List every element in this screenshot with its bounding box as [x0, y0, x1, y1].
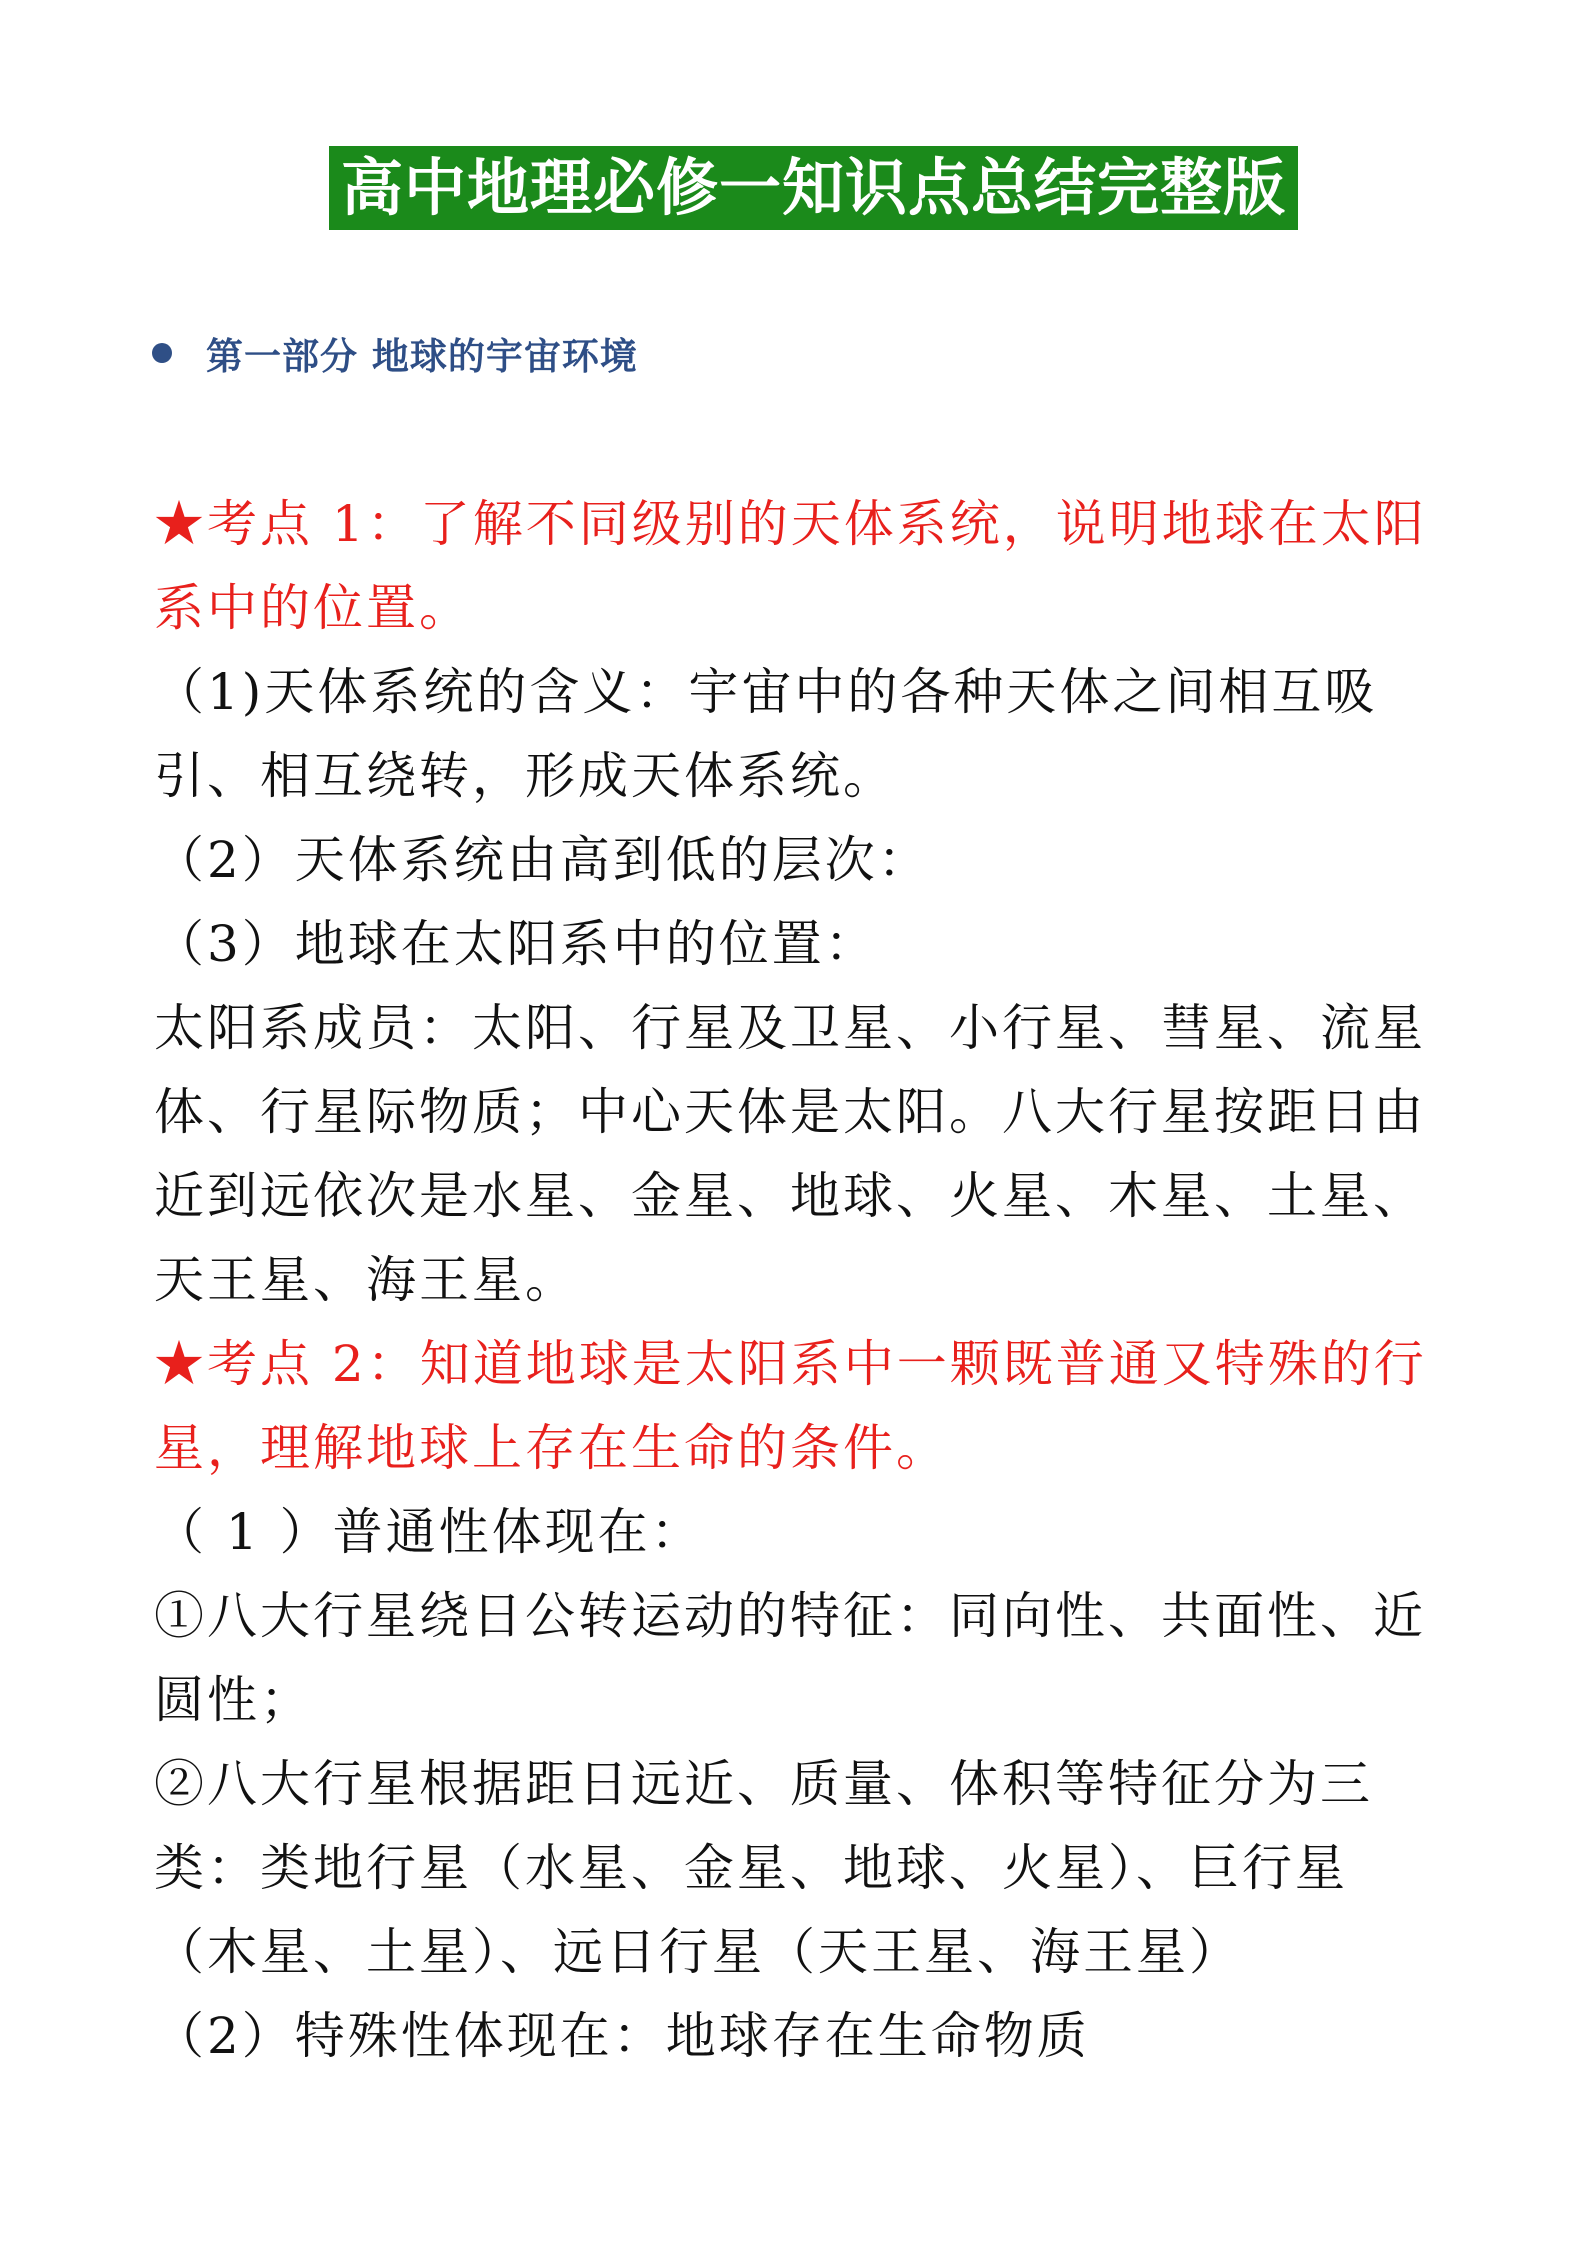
paragraph-exam-point-2: ★考点 2：知道地球是太阳系中一颗既普通又特殊的行星，理解地球上存在生命的条件。	[154, 1335, 1427, 1477]
paragraph: （1)天体系统的含义：宇宙中的各种天体之间相互吸引、相互绕转，形成天体系统。	[154, 663, 1378, 805]
title-container	[0, 146, 1587, 230]
paragraph: 太阳系成员：太阳、行星及卫星、小行星、彗星、流星体、行星际物质；中心天体是太阳。八大行星按距日由近到远依次是水星、金星、地球、火星、木星、土星、天王星、海王星。	[154, 999, 1426, 1309]
paragraph: （2）特殊性体现在：地球存在生命物质	[154, 2007, 1090, 2065]
paragraph: ②八大行星根据距日远近、质量、体积等特征分为三类：类地行星（水星、金星、地球、火星）、巨行星（木星、土星）、远日行星（天王星、海王星）	[154, 1755, 1373, 1981]
paragraph: ①八大行星绕日公转运动的特征：同向性、共面性、近圆性；	[154, 1587, 1426, 1729]
paragraph: （3）地球在太阳系中的位置：	[154, 915, 878, 973]
paragraph-exam-point-1: ★考点 1：了解不同级别的天体系统，说明地球在太阳系中的位置。	[154, 495, 1427, 637]
paragraph: （ 1 ）普通性体现在：	[154, 1503, 704, 1561]
section-label: 第一部分 地球的宇宙环境	[206, 335, 638, 378]
bullet-icon	[152, 343, 172, 363]
page-title: 高中地理必修一知识点总结完整版	[329, 146, 1298, 230]
section-heading	[152, 326, 638, 380]
paragraph: （2）天体系统由高到低的层次：	[154, 831, 931, 889]
content-body	[154, 482, 1444, 2078]
